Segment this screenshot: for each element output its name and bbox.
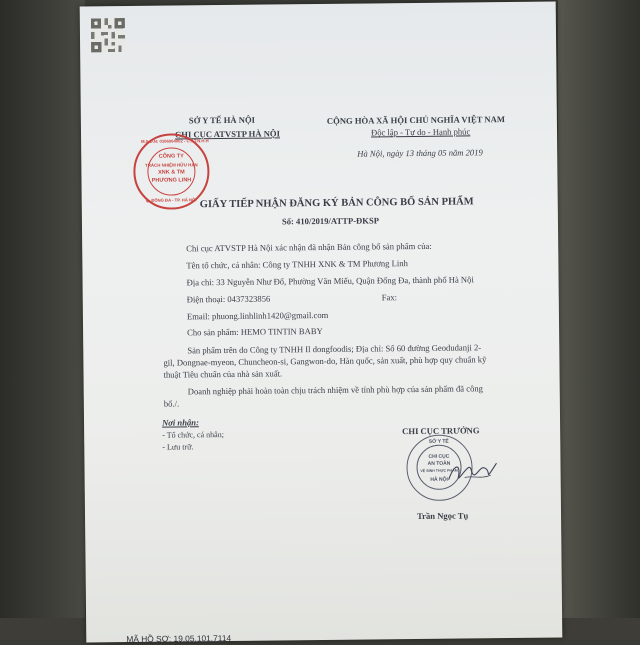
organization-line: Tên tổ chức, cá nhân: Công ty TNHH XNK & TM Phương Linh <box>186 258 408 271</box>
company-seal-line-4: PHƯƠNG LINH <box>151 177 192 184</box>
file-code-footer: MÃ HỒ SƠ: 19.05.101.7114 <box>126 632 232 645</box>
signer-title: CHI CỤC TRƯỞNG <box>402 425 480 437</box>
document-paper <box>80 2 563 643</box>
agency-seal-line-3: VỆ SINH THỰC PHẨM <box>420 468 458 473</box>
company-seal-bottom-text: Q. ĐỐNG ĐA - TP. HÀ NỘI <box>145 197 197 203</box>
company-seal-line-3: XNK & TM <box>158 169 185 176</box>
desk-background-right <box>558 0 640 640</box>
signer-name: Trần Ngọc Tụ <box>416 510 469 522</box>
handwritten-signature <box>444 457 500 488</box>
document-number: Số: 410/2019/ATTP-ĐKSP <box>281 215 380 227</box>
address-line: Địa chỉ: 33 Nguyễn Như Đổ, Phường Văn Miếu, Quận Đống Đa, thành phố Hà Nội <box>186 274 474 288</box>
responsibility-paragraph-line-2: bố./. <box>163 398 180 409</box>
company-seal-line-2: TRÁCH NHIỆM HỮU HẠN <box>144 162 198 168</box>
manufacturer-paragraph-line-3: thuật Tiêu chuẩn của nhà sản xuất. <box>163 368 283 380</box>
company-seal-line-1: CÔNG TY <box>158 153 184 160</box>
agency-seal-top-text: SỞ Y TẾ <box>428 438 449 445</box>
agency-seal-line-1: CHI CỤC <box>428 453 450 460</box>
intro-text: Chi cục ATVSTP Hà Nội xác nhận đã nhận Bản công bố sản phẩm của: <box>186 240 432 254</box>
authority-line-1: SỞ Y TẾ HÀ NỘI <box>188 114 255 126</box>
recipient-2: - Lưu trữ. <box>162 442 194 452</box>
fax-label: Fax: <box>381 292 398 303</box>
national-header-line-2: Độc lập - Tự do - Hạnh phúc <box>370 126 471 138</box>
authority-line-2: CHI CỤC ATVSTP HÀ NỘI <box>174 128 280 140</box>
recipients-title: Nơi nhận: <box>161 417 199 428</box>
desk-background-left <box>0 0 85 640</box>
company-seal-top-text: M.S.D.N: 0106064002 - C.T.T.N.H.H <box>141 138 209 144</box>
product-line: Cho sản phẩm: HEMO TINTIN BABY <box>187 325 323 338</box>
agency-seal-bottom-text: HÀ NỘI <box>430 476 448 483</box>
company-seal-stamp <box>133 133 210 210</box>
document-title: GIẤY TIẾP NHẬN ĐĂNG KÝ BẢN CÔNG BỐ SẢN PHẨM <box>199 196 474 211</box>
responsibility-paragraph-line-1: Doanh nghiệp phải hoàn toàn chịu trách nhiệm về tính phù hợp của sản phẩm đã công <box>187 383 483 397</box>
document-date: Hà Nội, ngày 13 tháng 05 năm 2019 <box>357 147 483 159</box>
qr-code-icon <box>91 18 125 52</box>
agency-seal-line-2: AN TOÀN <box>427 460 451 467</box>
phone-line: Điện thoại: 0437323856 <box>186 293 271 305</box>
national-header-line-1: CỘNG HÒA XÃ HỘI CHỦ NGHĨA VIỆT NAM <box>326 114 505 126</box>
manufacturer-paragraph-line-1: Sản phẩm trên do Công ty TNHH Il dongfoodis; Địa chỉ: Số 60 đường Geodudanji 2- <box>187 342 482 356</box>
recipient-1: - Tổ chức, cá nhân; <box>162 430 224 440</box>
manufacturer-paragraph-line-2: gil, Dongnae-myeon, Chuncheon-si, Gangwon-do, Hàn quốc, sản xuất, phù hợp quy chuẩn kỹ <box>163 354 487 368</box>
email-line: Email: phuong.linhlinh1420@gmail.com <box>186 309 329 322</box>
